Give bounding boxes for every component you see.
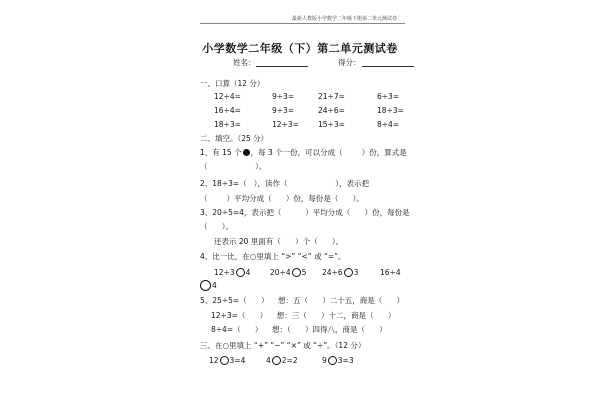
question-1-line-1: [200, 148, 407, 157]
name-label: 姓名：: [233, 58, 256, 67]
compare-item-wrap: 4: [200, 280, 217, 291]
calc-item: 18÷3=: [377, 106, 404, 115]
calc-item: 18÷3=: [214, 120, 241, 129]
blank-circle-icon[interactable]: [236, 268, 245, 277]
calc-item: 6÷3=: [377, 92, 400, 101]
question-3-line-2: （ ）。: [200, 222, 234, 231]
question-3-line-3: 还表示 20 里面有（ ）个（ ）。: [214, 237, 344, 246]
calc-item: 9÷3=: [272, 106, 295, 115]
operator-item: 4 2=2: [266, 356, 298, 365]
operator-item: 12 3=4: [209, 356, 246, 365]
header-note: 最新人教版小学数学二年级下册第二单元测试卷: [292, 16, 398, 22]
calc-item: 21÷7=: [318, 92, 345, 101]
question-1-line-2: （ ）。: [200, 162, 267, 171]
compare-item: 20÷4 5: [270, 268, 307, 277]
compare-item: 24÷6 3: [322, 268, 359, 277]
blank-circle-icon[interactable]: [220, 356, 229, 365]
score-field[interactable]: [362, 66, 414, 67]
blank-circle-icon[interactable]: [200, 280, 211, 291]
section1-heading: 一、口算（12 分）: [200, 79, 265, 88]
compare-item: 16÷4: [380, 268, 401, 277]
question-1-suffix: ，每 3 个一份，可以分成（ ）份，算式是: [250, 148, 407, 157]
calc-item: 12÷4=: [214, 92, 241, 101]
calc-item: 9÷3=: [272, 92, 295, 101]
name-field[interactable]: [256, 66, 308, 67]
page-title: 小学数学二年级（下）第二单元测试卷: [202, 42, 398, 55]
filled-circle-icon: [243, 149, 250, 156]
calc-item: 12÷3=: [272, 120, 299, 129]
blank-circle-icon[interactable]: [292, 268, 301, 277]
question-2-line-2: （ ）平均分成（ ）份，每份是（ ）。: [200, 194, 364, 203]
question-5-line-2: 12÷3=（ ） 想：三（ ）十二，商是（ ）: [211, 311, 396, 320]
compare-item: 12÷3 4: [214, 268, 251, 277]
calc-item: 16÷4=: [214, 106, 241, 115]
blank-circle-icon[interactable]: [328, 356, 337, 365]
question-1-prefix: 1、有 15 个: [200, 148, 242, 157]
calc-item: 15÷3=: [318, 120, 345, 129]
blank-circle-icon[interactable]: [272, 356, 281, 365]
operator-item: 9 3=3: [322, 356, 354, 365]
calc-item: 8÷4=: [377, 120, 400, 129]
header-rule: [200, 23, 405, 24]
question-5-line-1: 5、25÷5=（ ） 想：五（ ）二十五，商是（ ）: [200, 296, 405, 305]
blank-circle-icon[interactable]: [344, 268, 353, 277]
section3-heading: 三、在○里填上 “+” “−” “×” 或 “÷”。（12 分）: [200, 341, 366, 350]
question-3-line-1: 3、20÷5=4，表示把（ ）平均分成（ ）份，每份是: [200, 208, 410, 217]
score-label: 得分：: [338, 58, 361, 67]
question-2-line-1: 2、18÷3=（ ），读作（ ），表示把: [200, 179, 369, 188]
calc-item: 24÷6=: [318, 106, 345, 115]
question-5-line-3: 8÷4=（ ） 想：（ ）四得八，商是（ ）: [211, 325, 387, 334]
question-4-heading: 4、比一比，在○里填上 “>” “<” 或 “=”。: [200, 252, 346, 261]
section2-heading: 二、填空。（25 分）: [200, 134, 269, 143]
